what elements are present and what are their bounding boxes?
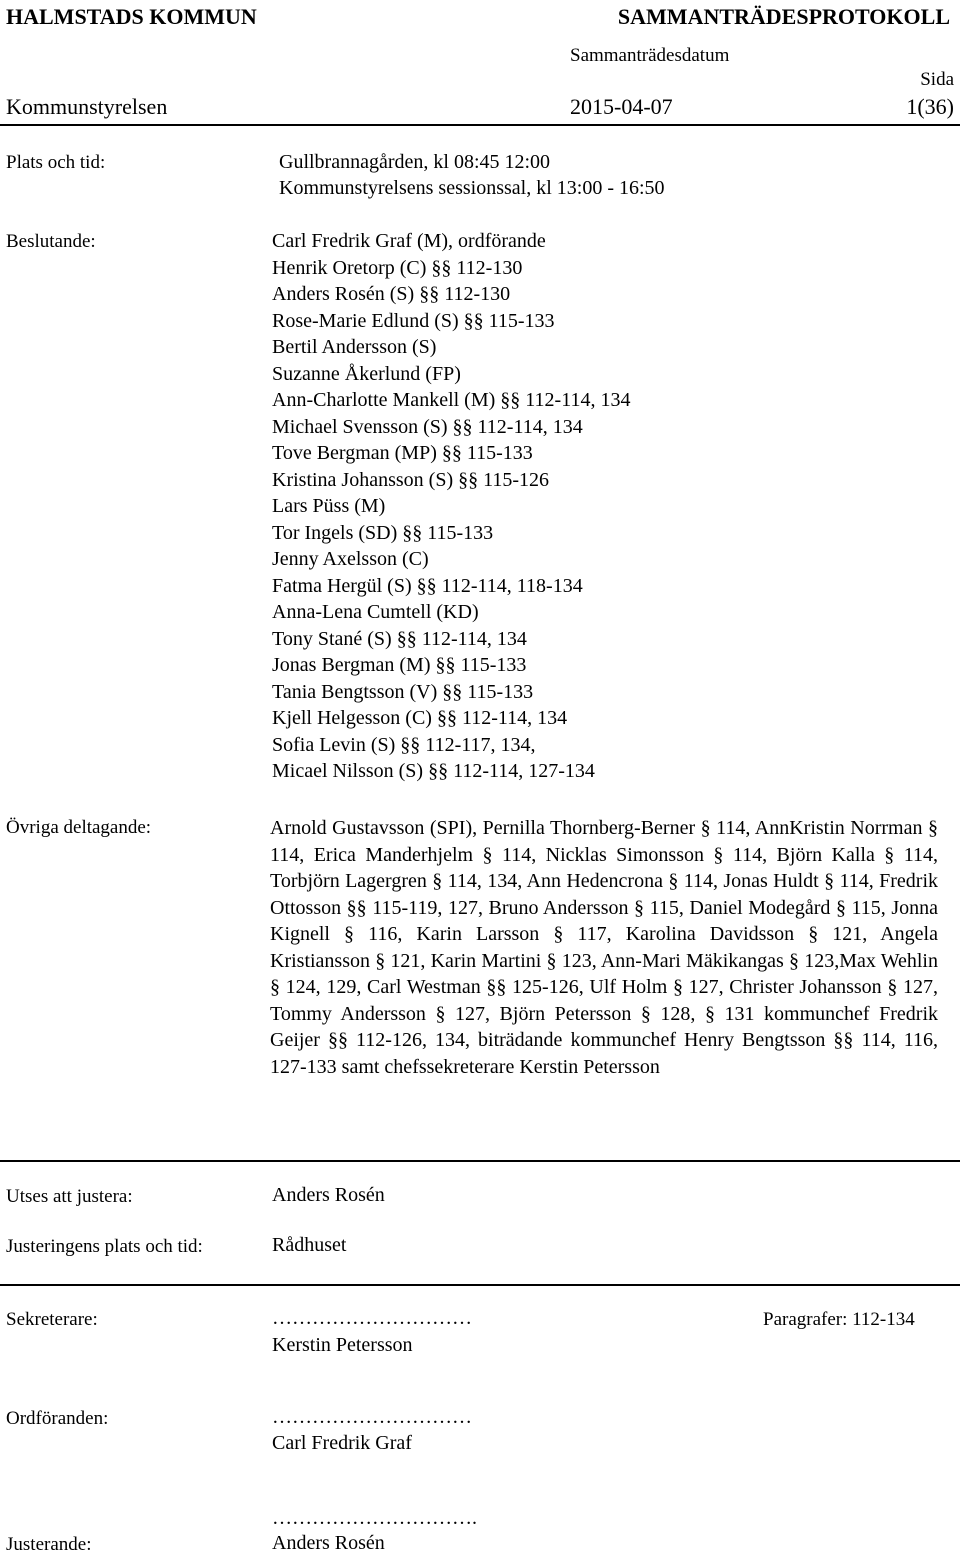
decision-maker-item: Michael Svensson (S) §§ 112-114, 134 — [272, 415, 583, 438]
decision-maker-item: Tor Ingels (SD) §§ 115-133 — [272, 521, 494, 544]
meeting-date: 2015-04-07 — [570, 94, 673, 119]
decision-maker-item: Henrik Oretorp (C) §§ 112-130 — [272, 256, 523, 279]
place-time-label: Plats och tid: — [6, 152, 106, 173]
adjustment-place: Rådhuset — [272, 1234, 347, 1256]
decision-makers-label: Beslutande: — [6, 231, 96, 252]
document-type: SAMMANTRÄDESPROTOKOLL — [617, 4, 950, 29]
decision-maker-item: Tove Bergman (MP) §§ 115-133 — [272, 442, 533, 464]
chair-label: Ordföranden: — [6, 1408, 109, 1429]
decision-maker-item: Rose-Marie Edlund (S) §§ 115-133 — [272, 309, 555, 332]
date-label: Sammanträdesdatum — [570, 45, 730, 66]
header-rule — [0, 124, 960, 126]
other-participants-label: Övriga deltagande: — [6, 817, 152, 838]
decision-maker-item: Anders Rosén (S) §§ 112-130 — [272, 283, 511, 305]
decision-maker-item: Tony Stané (S) §§ 112-114, 134 — [272, 627, 527, 650]
place-time-line-2: Kommunstyrelsens sessionssal, kl 13:00 - 16:50 — [279, 177, 665, 199]
chair-name: Carl Fredrik Graf — [272, 1432, 412, 1454]
decision-maker-item: Suzanne Åkerlund (FP) — [272, 362, 461, 385]
decision-maker-item: Micael Nilsson (S) §§ 112-114, 127-134 — [272, 760, 595, 782]
page-label: Sida — [920, 69, 954, 90]
page-number: 1(36) — [906, 94, 954, 119]
decision-maker-item: Carl Fredrik Graf (M), ordförande — [272, 230, 546, 252]
section-rule-1 — [0, 1160, 960, 1162]
decision-maker-item: Bertil Andersson (S) — [272, 336, 437, 358]
secretary-signature-line: ………………………… — [272, 1307, 472, 1329]
secretary-label: Sekreterare: — [6, 1309, 98, 1330]
decision-maker-item: Ann-Charlotte Mankell (M) §§ 112-114, 134 — [272, 389, 631, 411]
adjustment-place-label: Justeringens plats och tid: — [6, 1236, 203, 1257]
other-participants-text: Arnold Gustavsson (SPI), Pernilla Thornberg-Berner § 114, AnnKristin Norrman § 114, Erica Manderhjelm § 114, Nicklas Simonsson § 114, Björn Kalla § 114, Torbjörn Lagergren § 114, 134, Ann Hedencrona § 114, Jonas Huldt § 114, Fredrik Ottosson §§ 115-119, 127, Bruno Andersson § 115, Daniel Modegård § 115, Jonna Kignell § 116, Karin Larsson § 117, Karolina Davidsson § 121, Angela Kristiansson § 121, Karin Martini § 123, Ann-Mari Mäkikangas § 123,Max Wehlin § 124, 129, Carl Westman §§ 125-126, Ulf Holm § 127, Christer Johansson § 127, Tommy Andersson § 127, Björn Petersson § 128, § 131 kommunchef Fredrik Geijer §§ 112-126, 134, biträdande kommunchef Henry Bengtsson §§ 114, 116, 127-133 samt chefssekreterare Kerstin Petersson — [270, 817, 938, 1078]
place-time-line-1: Gullbrannagården, kl 08:45 12:00 — [279, 151, 551, 173]
adjusting-name: Anders Rosén — [272, 1532, 385, 1554]
decision-maker-item: Sofia Levin (S) §§ 112-117, 134, — [272, 733, 536, 756]
org-name: HALMSTADS KOMMUN — [6, 4, 257, 29]
decision-maker-item: Lars Püss (M) — [272, 495, 386, 517]
decision-maker-item: Jonas Bergman (M) §§ 115-133 — [272, 654, 527, 676]
decision-maker-item: Kjell Helgesson (C) §§ 112-114, 134 — [272, 707, 568, 729]
decision-maker-item: Jenny Axelsson (C) — [272, 548, 429, 570]
decision-maker-item: Fatma Hergül (S) §§ 112-114, 118-134 — [272, 574, 583, 597]
paragraphs-range: Paragrafer: 112-134 — [763, 1309, 915, 1330]
committee-name: Kommunstyrelsen — [6, 94, 168, 119]
decision-maker-item: Anna-Lena Cumtell (KD) — [272, 601, 479, 623]
adjuster-name: Anders Rosén — [272, 1184, 385, 1206]
secretary-name: Kerstin Petersson — [272, 1334, 413, 1356]
adjusting-signature-line: …………………………. — [272, 1507, 477, 1529]
adjusting-label: Justerande: — [6, 1534, 92, 1555]
decision-maker-item: Kristina Johansson (S) §§ 115-126 — [272, 468, 550, 491]
decision-maker-item: Tania Bengtsson (V) §§ 115-133 — [272, 680, 534, 703]
section-rule-2 — [0, 1284, 960, 1286]
adjuster-label: Utses att justera: — [6, 1186, 133, 1207]
chair-signature-line: ………………………… — [272, 1406, 472, 1428]
